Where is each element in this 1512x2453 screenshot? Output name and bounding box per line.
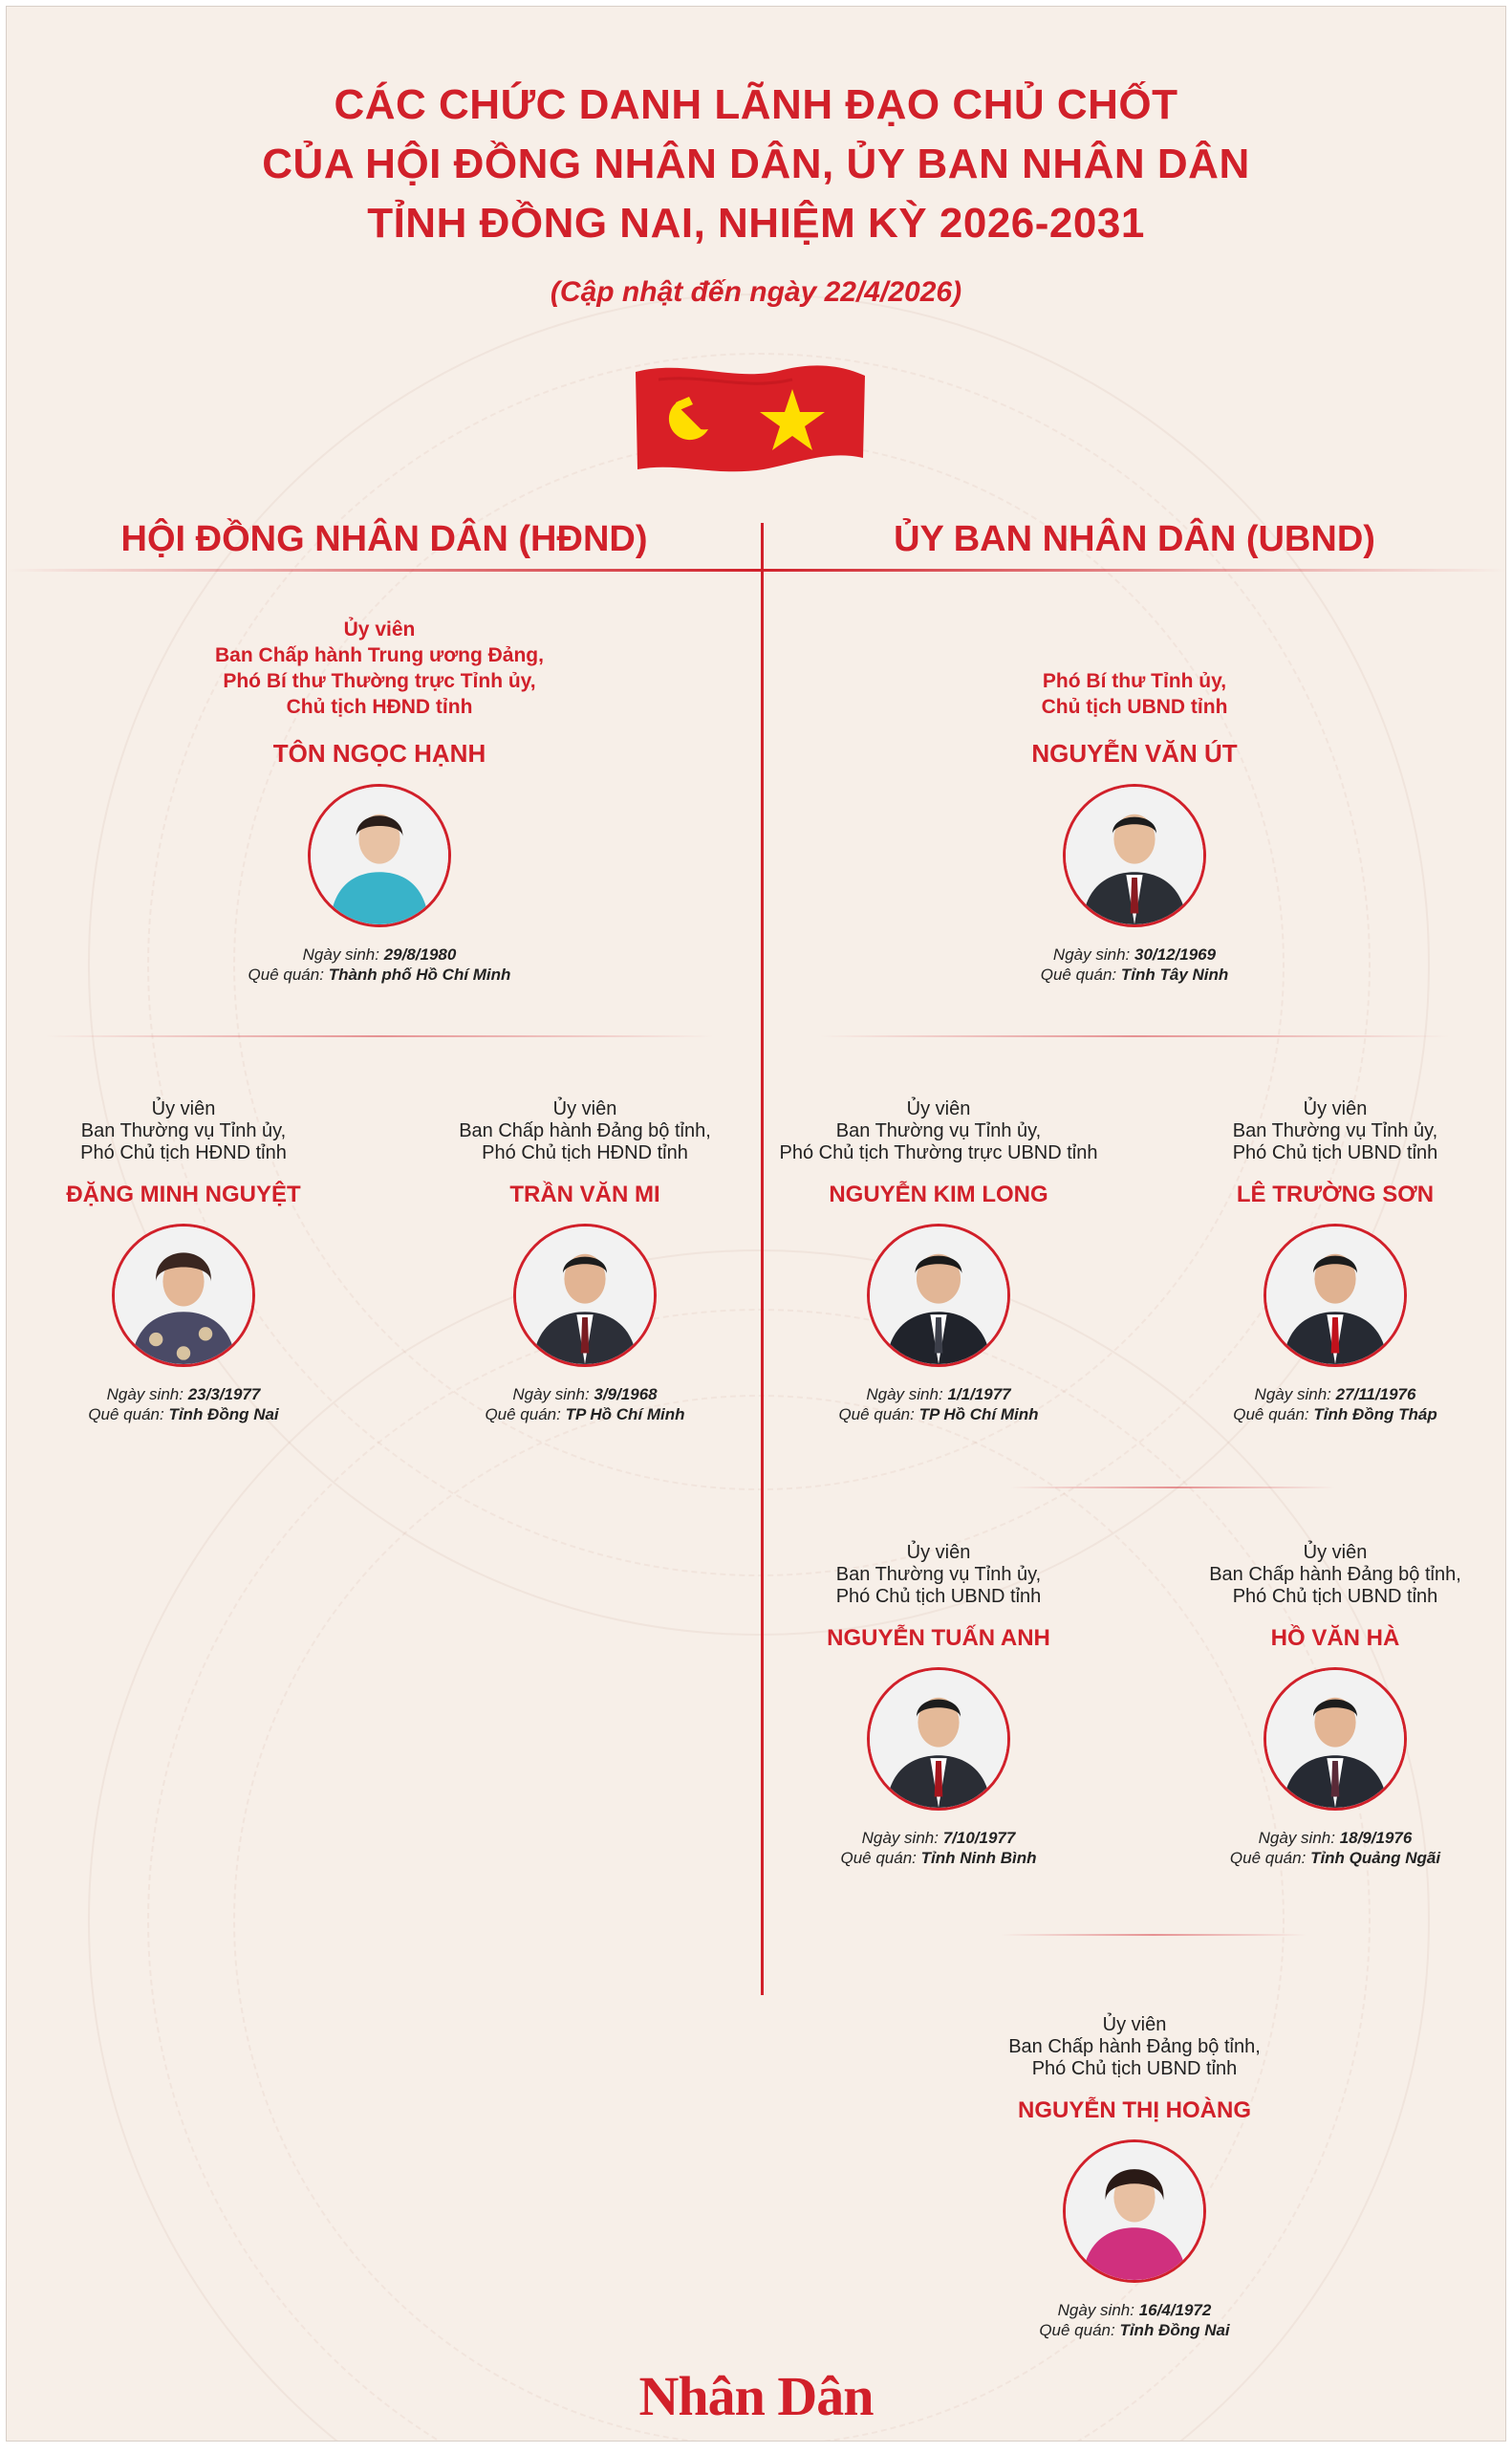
- hometown-info: [45, 1404, 322, 1424]
- hometown-value: TP Hồ Chí Minh: [565, 1405, 685, 1423]
- title-line-1: CÁC CHỨC DANH LÃNH ĐẠO CHỦ CHỐT: [334, 81, 1178, 128]
- person-name: NGUYỄN KIM LONG: [829, 1182, 1048, 1207]
- person-name: HỒ VĂN HÀ: [1270, 1625, 1400, 1651]
- role-line: Phó Chủ tịch Thường trực UBND tỉnh: [779, 1142, 1098, 1163]
- role-line: Phó Chủ tịch HĐND tỉnh: [482, 1142, 688, 1163]
- nhan-dan-logo: Nhân Dân: [638, 2365, 874, 2427]
- role-line: Phó Chủ tịch UBND tỉnh: [1232, 1142, 1438, 1163]
- person-name: NGUYỄN THỊ HOÀNG: [1017, 2097, 1251, 2123]
- role-line: Ủy viên: [1102, 2014, 1167, 2035]
- role-line: Phó Chủ tịch HĐND tỉnh: [80, 1142, 287, 1163]
- role-line: Ban Chấp hành Đảng bộ tỉnh,: [459, 1120, 711, 1141]
- portrait-photo: [1063, 784, 1206, 927]
- row-divider: [1001, 1934, 1307, 1936]
- birth-info: [848, 944, 1421, 965]
- role-line: Phó Bí thư Thường trực Tỉnh ủy,: [223, 670, 536, 692]
- birth-info: [771, 1384, 1106, 1404]
- birth-date: 3/9/1968: [594, 1385, 658, 1403]
- hometown-info: [771, 1404, 1106, 1424]
- page-title: [7, 76, 1505, 253]
- birth-label: Ngày sinh:: [106, 1385, 184, 1403]
- birth-info: [45, 1384, 322, 1404]
- section-divider: [7, 569, 1506, 572]
- role-line: Phó Chủ tịch UBND tỉnh: [835, 1586, 1042, 1607]
- hometown-value: Tỉnh Đồng Nai: [168, 1405, 279, 1423]
- party-flag-icon: [630, 362, 871, 477]
- birth-info: [982, 2300, 1287, 2320]
- role-line: Phó Chủ tịch UBND tỉnh: [1232, 1586, 1438, 1607]
- hometown-info: [427, 1404, 743, 1424]
- birth-date: 18/9/1976: [1339, 1829, 1413, 1847]
- birth-info: [102, 944, 657, 965]
- birth-label: Ngày sinh:: [861, 1829, 939, 1847]
- hometown-value: Tỉnh Ninh Bình: [920, 1849, 1037, 1867]
- person-card: [848, 668, 1421, 985]
- person-card: [102, 617, 657, 985]
- birth-info: [1182, 1384, 1488, 1404]
- person-card: [427, 1098, 743, 1424]
- role-line: Ban Thường vụ Tỉnh ủy,: [1232, 1120, 1438, 1141]
- role-line: Chủ tịch HĐND tỉnh: [286, 696, 473, 718]
- person-card: [45, 1098, 322, 1424]
- birth-info: [1182, 1828, 1488, 1848]
- portrait-photo: [867, 1667, 1010, 1811]
- birth-label: Ngày sinh:: [1052, 945, 1131, 964]
- person-name: NGUYỄN TUẤN ANH: [827, 1625, 1050, 1651]
- role-line: Ban Thường vụ Tỉnh ủy,: [835, 1120, 1042, 1141]
- section-title-hdnd: HỘI ĐỒNG NHÂN DÂN (HĐND): [120, 519, 648, 559]
- portrait-photo: [1264, 1224, 1407, 1367]
- birth-date: 23/3/1977: [187, 1385, 261, 1403]
- hometown-info: [982, 2320, 1287, 2340]
- hometown-label: Quê quán:: [485, 1405, 561, 1423]
- person-name: TÔN NGỌC HẠNH: [272, 739, 486, 768]
- birth-label: Ngày sinh:: [1057, 2301, 1134, 2319]
- portrait-photo: [308, 784, 451, 927]
- row-divider: [45, 1035, 714, 1037]
- hometown-value: TP Hồ Chí Minh: [918, 1405, 1039, 1423]
- row-divider: [819, 1035, 1450, 1037]
- update-note: (Cập nhật đến ngày 22/4/2026): [550, 276, 962, 308]
- hometown-info: [102, 965, 657, 985]
- hometown-label: Quê quán:: [838, 1405, 915, 1423]
- portrait-photo: [1063, 2139, 1206, 2283]
- role-line: Ủy viên: [1303, 1098, 1368, 1119]
- birth-date: 27/11/1976: [1335, 1385, 1416, 1403]
- portrait-photo: [1264, 1667, 1407, 1811]
- birth-date: 30/12/1969: [1134, 945, 1217, 964]
- portrait-photo: [112, 1224, 255, 1367]
- hometown-info: [848, 965, 1421, 985]
- hometown-label: Quê quán:: [1040, 966, 1117, 984]
- title-line-3: TỈNH ĐỒNG NAI, NHIỆM KỲ 2026-2031: [367, 200, 1145, 247]
- hometown-value: Tỉnh Tây Ninh: [1120, 966, 1229, 984]
- hometown-label: Quê quán:: [1229, 1849, 1307, 1867]
- hometown-label: Quê quán:: [840, 1849, 917, 1867]
- role-line: Phó Chủ tịch UBND tỉnh: [1031, 2058, 1238, 2079]
- role-line: Ủy viên: [343, 619, 416, 640]
- portrait-photo: [867, 1224, 1010, 1367]
- birth-label: Ngày sinh:: [1254, 1385, 1331, 1403]
- hometown-label: Quê quán:: [88, 1405, 164, 1423]
- infographic-page: [6, 6, 1506, 2442]
- birth-date: 7/10/1977: [942, 1829, 1016, 1847]
- hometown-info: [1182, 1404, 1488, 1424]
- portrait-photo: [513, 1224, 657, 1367]
- section-title-ubnd: ỦY BAN NHÂN DÂN (UBND): [894, 519, 1375, 559]
- person-name: ĐẶNG MINH NGUYỆT: [66, 1182, 301, 1207]
- birth-label: Ngày sinh:: [866, 1385, 943, 1403]
- role-line: Ủy viên: [552, 1098, 617, 1119]
- hometown-label: Quê quán:: [248, 966, 324, 984]
- person-card: [790, 1542, 1087, 1868]
- role-line: Ban Thường vụ Tỉnh ủy,: [835, 1564, 1042, 1585]
- role-line: Ủy viên: [906, 1098, 971, 1119]
- role-line: Ban Chấp hành Đảng bộ tỉnh,: [1209, 1564, 1461, 1585]
- role-line: Ủy viên: [151, 1098, 216, 1119]
- birth-label: Ngày sinh:: [1258, 1829, 1335, 1847]
- role-line: Chủ tịch UBND tỉnh: [1041, 696, 1228, 718]
- title-line-2: CỦA HỘI ĐỒNG NHÂN DÂN, ỦY BAN NHÂN DÂN: [262, 141, 1250, 187]
- birth-date: 16/4/1972: [1138, 2301, 1212, 2319]
- hometown-value: Thành phố Hồ Chí Minh: [328, 966, 511, 984]
- row-divider: [1010, 1487, 1335, 1488]
- birth-info: [790, 1828, 1087, 1848]
- role-line: Ban Thường vụ Tỉnh ủy,: [80, 1120, 287, 1141]
- hometown-value: Tỉnh Đồng Nai: [1119, 2321, 1230, 2339]
- person-name: TRẦN VĂN MI: [509, 1182, 660, 1207]
- birth-date: 29/8/1980: [383, 945, 457, 964]
- hometown-label: Quê quán:: [1233, 1405, 1309, 1423]
- role-line: Phó Bí thư Tỉnh ủy,: [1042, 670, 1227, 692]
- birth-info: [427, 1384, 743, 1404]
- person-card: [1182, 1098, 1488, 1424]
- hometown-value: Tỉnh Đồng Tháp: [1313, 1405, 1437, 1423]
- hometown-value: Tỉnh Quảng Ngãi: [1310, 1849, 1441, 1867]
- person-card: [771, 1098, 1106, 1424]
- role-line: Ủy viên: [906, 1542, 971, 1563]
- person-card: [1182, 1542, 1488, 1868]
- birth-label: Ngày sinh:: [302, 945, 379, 964]
- hometown-info: [790, 1848, 1087, 1868]
- hometown-info: [1182, 1848, 1488, 1868]
- birth-label: Ngày sinh:: [512, 1385, 590, 1403]
- person-name: NGUYỄN VĂN ÚT: [1031, 739, 1238, 768]
- role-line: Ủy viên: [1303, 1542, 1368, 1563]
- center-divider: [761, 523, 764, 1995]
- person-card: [982, 2014, 1287, 2340]
- role-line: Ban Chấp hành Trung ương Đảng,: [215, 644, 544, 666]
- hometown-label: Quê quán:: [1039, 2321, 1115, 2339]
- person-name: LÊ TRƯỜNG SƠN: [1236, 1182, 1435, 1207]
- role-line: Ban Chấp hành Đảng bộ tỉnh,: [1008, 2036, 1261, 2057]
- birth-date: 1/1/1977: [947, 1385, 1011, 1403]
